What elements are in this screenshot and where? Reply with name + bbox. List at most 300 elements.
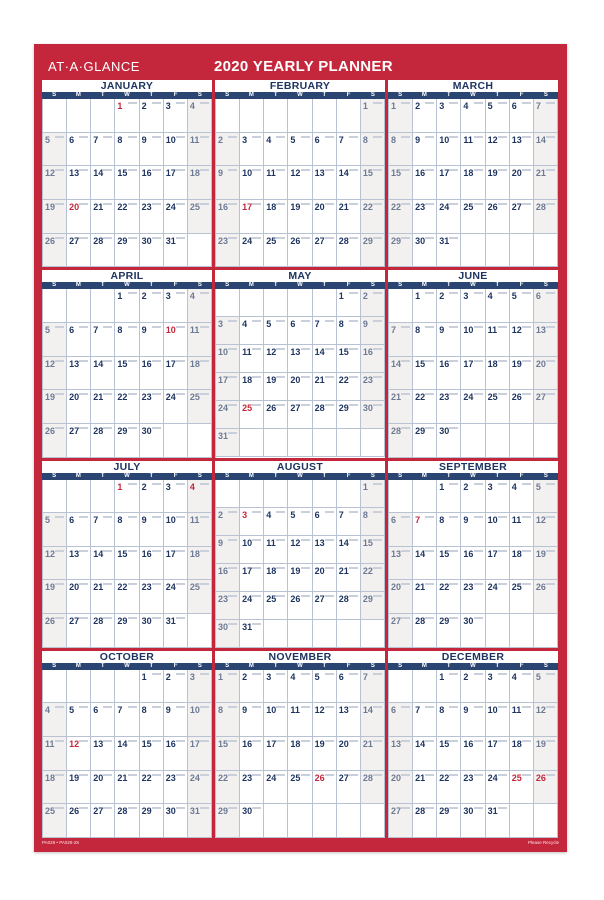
day-count-marker bbox=[228, 376, 237, 378]
day-number: 25 bbox=[189, 582, 200, 593]
weekday-label: M bbox=[248, 662, 254, 669]
day-number: 6 bbox=[391, 515, 397, 526]
day-count-marker bbox=[55, 774, 64, 776]
day-number: 17 bbox=[165, 548, 176, 559]
day-count-marker bbox=[128, 292, 137, 294]
empty-cell bbox=[43, 480, 67, 514]
empty-cell bbox=[43, 99, 67, 133]
day-cell bbox=[437, 614, 461, 648]
day-cell bbox=[337, 771, 361, 805]
empty-cell bbox=[534, 234, 558, 268]
day-count-marker bbox=[474, 136, 483, 138]
brand-logo: AT·A·GLANCE bbox=[48, 59, 140, 74]
day-number: 20 bbox=[69, 392, 80, 403]
day-number: 8 bbox=[439, 515, 445, 526]
day-number: 17 bbox=[439, 168, 450, 179]
day-count-marker bbox=[228, 740, 237, 742]
day-count-marker bbox=[373, 320, 382, 322]
day-count-marker bbox=[301, 673, 310, 675]
day-number: 24 bbox=[218, 403, 229, 414]
day-count-marker bbox=[228, 774, 237, 776]
day-number: 19 bbox=[290, 565, 301, 576]
day-number: 28 bbox=[535, 201, 546, 212]
weekday-header bbox=[42, 663, 212, 670]
day-cell bbox=[413, 513, 437, 547]
day-cell bbox=[510, 703, 534, 737]
day-cell bbox=[486, 289, 510, 323]
day-number: 9 bbox=[439, 324, 445, 335]
day-number: 22 bbox=[218, 772, 229, 783]
day-cell bbox=[164, 737, 188, 771]
day-number: 12 bbox=[45, 168, 56, 179]
day-count-marker bbox=[103, 706, 112, 708]
empty-cell bbox=[91, 670, 115, 704]
empty-cell bbox=[216, 99, 240, 133]
day-number: 24 bbox=[487, 772, 498, 783]
day-cell bbox=[486, 737, 510, 771]
day-cell bbox=[216, 133, 240, 167]
day-number: 29 bbox=[415, 425, 426, 436]
day-cell bbox=[510, 323, 534, 357]
day-cell bbox=[437, 166, 461, 200]
day-number: 28 bbox=[117, 806, 128, 817]
day-count-marker bbox=[522, 292, 531, 294]
weekday-label: T bbox=[446, 472, 451, 479]
day-count-marker bbox=[474, 326, 483, 328]
weekday-label: F bbox=[173, 282, 178, 289]
day-number: 25 bbox=[463, 201, 474, 212]
day-number: 8 bbox=[391, 134, 397, 145]
day-count-marker bbox=[449, 102, 458, 104]
day-count-marker bbox=[373, 740, 382, 742]
day-cell bbox=[534, 133, 558, 167]
day-number: 5 bbox=[535, 671, 541, 682]
day-number: 29 bbox=[117, 425, 128, 436]
day-count-marker bbox=[228, 567, 237, 569]
day-number: 18 bbox=[189, 168, 200, 179]
day-count-marker bbox=[152, 292, 161, 294]
day-number: 18 bbox=[511, 548, 522, 559]
day-number: 21 bbox=[93, 201, 104, 212]
day-cell bbox=[534, 99, 558, 133]
day-cell bbox=[510, 737, 534, 771]
day-cell bbox=[413, 166, 437, 200]
empty-cell bbox=[164, 424, 188, 458]
weekday-label: T bbox=[100, 472, 105, 479]
day-count-marker bbox=[103, 136, 112, 138]
empty-cell bbox=[534, 804, 558, 838]
day-count-marker bbox=[79, 774, 88, 776]
empty-cell bbox=[264, 804, 288, 838]
empty-cell bbox=[216, 480, 240, 508]
day-number: 10 bbox=[242, 168, 253, 179]
day-number: 20 bbox=[69, 201, 80, 212]
day-cell bbox=[288, 234, 312, 268]
day-count-marker bbox=[152, 102, 161, 104]
weekday-label: W bbox=[470, 282, 476, 289]
day-cell bbox=[288, 133, 312, 167]
day-count-marker bbox=[176, 237, 185, 239]
day-count-marker bbox=[252, 740, 261, 742]
day-cell bbox=[486, 166, 510, 200]
empty-cell bbox=[461, 424, 485, 458]
day-number: 18 bbox=[487, 358, 498, 369]
month-name: OCTOBER bbox=[99, 650, 155, 663]
day-cell bbox=[188, 357, 212, 391]
day-cell bbox=[288, 166, 312, 200]
day-cell bbox=[43, 737, 67, 771]
day-number: 16 bbox=[218, 565, 229, 576]
day-count-marker bbox=[401, 237, 410, 239]
day-count-marker bbox=[425, 740, 434, 742]
day-count-marker bbox=[176, 740, 185, 742]
day-number: 14 bbox=[362, 705, 373, 716]
day-cell bbox=[486, 804, 510, 838]
day-number: 2 bbox=[463, 481, 469, 492]
day-number: 22 bbox=[362, 201, 373, 212]
day-cell bbox=[361, 317, 385, 345]
day-cell bbox=[413, 737, 437, 771]
day-count-marker bbox=[200, 774, 209, 776]
day-cell bbox=[140, 357, 164, 391]
day-cell bbox=[240, 133, 264, 167]
month-march bbox=[388, 80, 558, 267]
day-grid bbox=[42, 289, 212, 457]
day-number: 10 bbox=[266, 705, 277, 716]
day-cell bbox=[240, 771, 264, 805]
day-count-marker bbox=[128, 550, 137, 552]
day-count-marker bbox=[103, 550, 112, 552]
day-count-marker bbox=[55, 583, 64, 585]
day-number: 28 bbox=[362, 772, 373, 783]
weekday-label: F bbox=[173, 472, 178, 479]
day-count-marker bbox=[373, 237, 382, 239]
month-name: JUNE bbox=[458, 270, 488, 283]
day-number: 21 bbox=[338, 565, 349, 576]
day-number: 7 bbox=[391, 324, 397, 335]
day-cell bbox=[337, 564, 361, 592]
weekday-label: T bbox=[149, 472, 154, 479]
day-number: 13 bbox=[314, 168, 325, 179]
empty-cell bbox=[288, 429, 312, 457]
day-count-marker bbox=[252, 567, 261, 569]
day-number: 8 bbox=[117, 515, 123, 526]
weekday-label: M bbox=[421, 282, 427, 289]
weekday-label: M bbox=[75, 472, 81, 479]
day-count-marker bbox=[349, 376, 358, 378]
day-number: 28 bbox=[338, 593, 349, 604]
weekday-label: S bbox=[52, 92, 57, 98]
day-number: 1 bbox=[218, 671, 224, 682]
day-number: 9 bbox=[362, 319, 368, 330]
day-cell bbox=[534, 771, 558, 805]
day-number: 7 bbox=[117, 705, 123, 716]
day-cell bbox=[461, 200, 485, 234]
day-number: 13 bbox=[338, 705, 349, 716]
day-count-marker bbox=[301, 404, 310, 406]
day-cell bbox=[43, 547, 67, 581]
day-number: 6 bbox=[535, 291, 541, 302]
day-count-marker bbox=[276, 237, 285, 239]
day-cell bbox=[216, 620, 240, 648]
day-cell bbox=[534, 166, 558, 200]
day-number: 25 bbox=[487, 392, 498, 403]
empty-cell bbox=[288, 289, 312, 317]
yearly-planner bbox=[34, 44, 567, 852]
day-cell bbox=[264, 234, 288, 268]
day-count-marker bbox=[103, 516, 112, 518]
day-count-marker bbox=[152, 483, 161, 485]
planner-title: 2020 YEARLY PLANNER bbox=[214, 58, 393, 75]
day-count-marker bbox=[79, 237, 88, 239]
day-cell bbox=[437, 424, 461, 458]
day-count-marker bbox=[252, 595, 261, 597]
day-number: 7 bbox=[314, 319, 320, 330]
day-count-marker bbox=[546, 360, 555, 362]
weekday-label: S bbox=[197, 92, 202, 98]
month-november bbox=[215, 651, 385, 838]
day-number: 8 bbox=[362, 509, 368, 520]
day-cell bbox=[67, 513, 91, 547]
day-number: 30 bbox=[463, 616, 474, 627]
empty-cell bbox=[461, 234, 485, 268]
day-count-marker bbox=[449, 169, 458, 171]
day-number: 11 bbox=[189, 324, 200, 335]
day-number: 8 bbox=[415, 324, 421, 335]
day-count-marker bbox=[128, 774, 137, 776]
day-count-marker bbox=[228, 169, 237, 171]
day-cell bbox=[413, 703, 437, 737]
day-number: 21 bbox=[117, 772, 128, 783]
weekday-label: T bbox=[322, 662, 327, 669]
day-count-marker bbox=[55, 393, 64, 395]
day-count-marker bbox=[200, 292, 209, 294]
day-cell bbox=[337, 289, 361, 317]
empty-cell bbox=[264, 99, 288, 133]
weekday-label: T bbox=[149, 92, 154, 98]
day-cell bbox=[67, 547, 91, 581]
day-count-marker bbox=[176, 807, 185, 809]
day-count-marker bbox=[252, 404, 261, 406]
day-count-marker bbox=[152, 706, 161, 708]
day-count-marker bbox=[276, 404, 285, 406]
day-cell bbox=[164, 323, 188, 357]
day-number: 6 bbox=[69, 324, 75, 335]
day-number: 7 bbox=[93, 324, 99, 335]
empty-cell bbox=[115, 670, 139, 704]
day-cell bbox=[288, 317, 312, 345]
day-cell bbox=[510, 513, 534, 547]
day-cell bbox=[534, 670, 558, 704]
day-count-marker bbox=[425, 706, 434, 708]
day-count-marker bbox=[401, 393, 410, 395]
day-number: 31 bbox=[487, 806, 498, 817]
day-count-marker bbox=[276, 740, 285, 742]
day-number: 1 bbox=[439, 481, 445, 492]
day-cell bbox=[361, 373, 385, 401]
day-number: 25 bbox=[266, 235, 277, 246]
day-cell bbox=[288, 670, 312, 704]
day-cell bbox=[534, 390, 558, 424]
day-cell bbox=[361, 401, 385, 429]
day-cell bbox=[188, 513, 212, 547]
day-count-marker bbox=[128, 807, 137, 809]
month-february bbox=[215, 80, 385, 267]
day-number: 25 bbox=[189, 392, 200, 403]
day-count-marker bbox=[546, 483, 555, 485]
day-cell bbox=[461, 737, 485, 771]
day-count-marker bbox=[128, 136, 137, 138]
day-count-marker bbox=[474, 102, 483, 104]
day-cell bbox=[413, 133, 437, 167]
day-count-marker bbox=[546, 706, 555, 708]
day-number: 18 bbox=[290, 739, 301, 750]
day-number: 17 bbox=[165, 358, 176, 369]
day-count-marker bbox=[252, 511, 261, 513]
day-number: 2 bbox=[242, 671, 248, 682]
day-count-marker bbox=[522, 706, 531, 708]
day-count-marker bbox=[425, 102, 434, 104]
day-number: 27 bbox=[314, 235, 325, 246]
day-count-marker bbox=[55, 706, 64, 708]
day-cell bbox=[510, 200, 534, 234]
weekday-label: T bbox=[495, 92, 500, 98]
day-cell bbox=[115, 200, 139, 234]
day-number: 30 bbox=[415, 235, 426, 246]
day-cell bbox=[389, 614, 413, 648]
empty-cell bbox=[188, 614, 212, 648]
day-cell bbox=[164, 133, 188, 167]
day-count-marker bbox=[522, 516, 531, 518]
day-count-marker bbox=[546, 136, 555, 138]
weekday-label: S bbox=[197, 282, 202, 289]
day-count-marker bbox=[474, 393, 483, 395]
day-cell bbox=[313, 771, 337, 805]
day-number: 23 bbox=[415, 201, 426, 212]
day-grid bbox=[42, 99, 212, 267]
day-cell bbox=[140, 200, 164, 234]
day-cell bbox=[461, 614, 485, 648]
day-cell bbox=[140, 234, 164, 268]
day-number: 16 bbox=[439, 358, 450, 369]
weekday-label: M bbox=[421, 92, 427, 98]
day-cell bbox=[413, 99, 437, 133]
day-cell bbox=[437, 480, 461, 514]
day-count-marker bbox=[152, 427, 161, 429]
day-count-marker bbox=[79, 583, 88, 585]
month-june bbox=[388, 270, 558, 457]
day-count-marker bbox=[474, 169, 483, 171]
weekday-label: S bbox=[197, 472, 202, 479]
day-count-marker bbox=[200, 102, 209, 104]
day-number: 3 bbox=[242, 509, 248, 520]
day-cell bbox=[389, 771, 413, 805]
day-count-marker bbox=[425, 237, 434, 239]
day-count-marker bbox=[498, 807, 507, 809]
day-cell bbox=[534, 480, 558, 514]
day-cell bbox=[115, 771, 139, 805]
day-number: 26 bbox=[266, 403, 277, 414]
day-cell bbox=[188, 703, 212, 737]
day-number: 15 bbox=[117, 358, 128, 369]
day-number: 21 bbox=[338, 201, 349, 212]
day-number: 19 bbox=[266, 375, 277, 386]
day-count-marker bbox=[425, 326, 434, 328]
day-cell bbox=[67, 323, 91, 357]
day-count-marker bbox=[301, 376, 310, 378]
day-number: 19 bbox=[487, 168, 498, 179]
day-count-marker bbox=[301, 706, 310, 708]
day-number: 10 bbox=[487, 705, 498, 716]
day-cell bbox=[437, 133, 461, 167]
day-number: 5 bbox=[45, 324, 51, 335]
weekday-label: S bbox=[543, 282, 548, 289]
day-cell bbox=[313, 592, 337, 620]
day-number: 1 bbox=[117, 291, 123, 302]
day-count-marker bbox=[55, 203, 64, 205]
day-count-marker bbox=[325, 511, 334, 513]
day-count-marker bbox=[228, 539, 237, 541]
day-cell bbox=[115, 737, 139, 771]
day-number: 24 bbox=[487, 582, 498, 593]
day-count-marker bbox=[401, 740, 410, 742]
weekday-label: S bbox=[225, 92, 230, 98]
day-number: 31 bbox=[439, 235, 450, 246]
weekday-label: M bbox=[248, 92, 254, 98]
day-count-marker bbox=[276, 567, 285, 569]
day-cell bbox=[486, 547, 510, 581]
day-number: 24 bbox=[463, 392, 474, 403]
day-count-marker bbox=[200, 393, 209, 395]
day-number: 27 bbox=[314, 593, 325, 604]
day-count-marker bbox=[373, 595, 382, 597]
day-cell bbox=[140, 703, 164, 737]
day-cell bbox=[188, 323, 212, 357]
day-cell bbox=[510, 580, 534, 614]
day-number: 21 bbox=[415, 772, 426, 783]
day-cell bbox=[140, 670, 164, 704]
day-number: 28 bbox=[338, 235, 349, 246]
day-number: 23 bbox=[439, 392, 450, 403]
day-number: 8 bbox=[338, 319, 344, 330]
day-count-marker bbox=[474, 706, 483, 708]
day-cell bbox=[510, 166, 534, 200]
day-number: 2 bbox=[415, 101, 421, 111]
day-number: 31 bbox=[165, 235, 176, 246]
day-number: 10 bbox=[463, 324, 474, 335]
day-count-marker bbox=[325, 320, 334, 322]
day-number: 27 bbox=[69, 616, 80, 627]
day-cell bbox=[240, 345, 264, 373]
day-number: 4 bbox=[189, 101, 195, 111]
day-cell bbox=[288, 564, 312, 592]
day-count-marker bbox=[498, 516, 507, 518]
weekday-label: S bbox=[197, 662, 202, 669]
day-count-marker bbox=[55, 427, 64, 429]
day-count-marker bbox=[79, 169, 88, 171]
day-number: 2 bbox=[165, 671, 171, 682]
empty-cell bbox=[534, 424, 558, 458]
day-number: 9 bbox=[242, 705, 248, 716]
month-december bbox=[388, 651, 558, 838]
day-cell bbox=[288, 345, 312, 373]
empty-cell bbox=[264, 620, 288, 648]
day-count-marker bbox=[449, 203, 458, 205]
day-number: 11 bbox=[290, 705, 300, 716]
day-count-marker bbox=[301, 567, 310, 569]
day-number: 1 bbox=[141, 671, 147, 682]
day-cell bbox=[337, 670, 361, 704]
